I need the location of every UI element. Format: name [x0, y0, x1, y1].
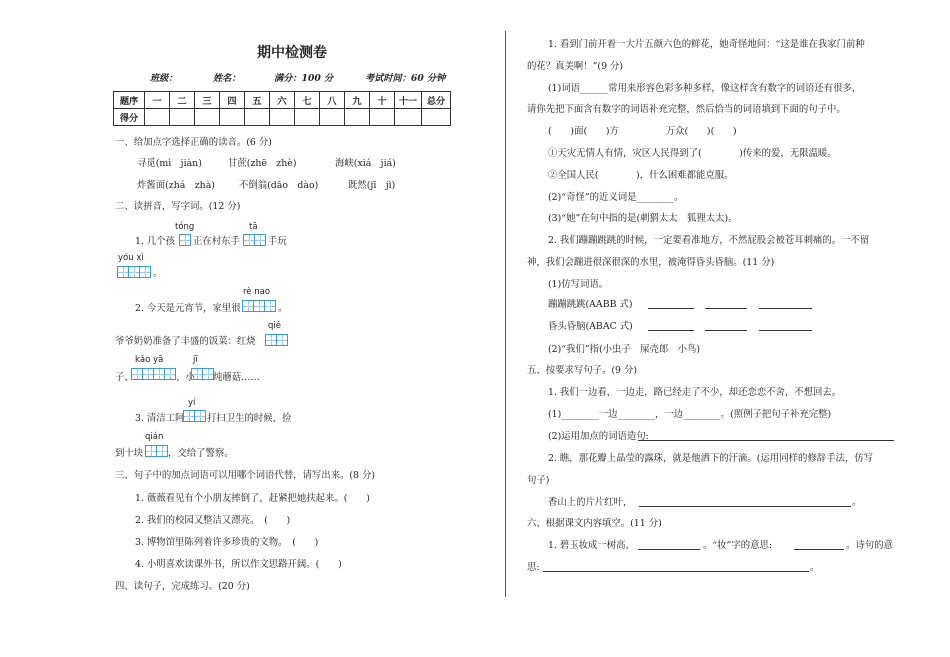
answer-line[interactable]	[638, 440, 894, 441]
q6-question: 1. 碧玉妆成一树高，	[548, 540, 635, 551]
score-header: 八	[320, 92, 345, 109]
q1-item: 寻觅(mì jiàn)	[137, 158, 202, 169]
q4-question: (2)“奇怪”的近义词是________。	[548, 192, 684, 203]
answer-line[interactable]	[705, 330, 747, 331]
q1-item: 炸酱面(zhá zhà)	[137, 180, 215, 191]
q5-question: (2)运用加点的词语造句:	[548, 431, 649, 442]
q2-text: 、小	[176, 372, 195, 383]
score-cell	[295, 109, 320, 126]
q2-text: 打扫卫生的时候，捡	[207, 413, 292, 424]
q4-title: 四、读句子，完成练习。(20 分)	[115, 581, 250, 592]
q4-question: 请你先把下面含有数字的词语补充完整，然后恰当的词语填到下面的句子中。	[527, 104, 846, 115]
full-score: 满分：100 分	[274, 73, 334, 84]
score-header: 六	[270, 92, 295, 109]
q6-title: 六、根据课文内容填空。(11 分)	[527, 518, 662, 529]
q4-abac-label: 昏头昏脑(ABAC 式)	[548, 321, 633, 332]
q2-text: ，交给了警察。	[168, 448, 234, 459]
q3-item: 2. 我们的校园又整洁又漂亮。 ( )	[135, 515, 291, 526]
q5-title: 五、按要求写句子。(9 分)	[527, 365, 638, 376]
q4-question: (1)仿写词语。	[548, 279, 609, 290]
score-cell	[145, 109, 170, 126]
q5-passage: 1. 我们一边看，一边走，路已经走了不少，却还恋恋不舍，不想回去。	[548, 387, 842, 398]
score-header: 九	[345, 92, 370, 109]
score-header: 十一	[395, 92, 422, 109]
q2-text: 手玩	[268, 236, 287, 247]
q4-question: (1)词语______常用来形容色彩多种多样，像这样含有数字的词语还有很多，	[548, 83, 862, 94]
write-box[interactable]	[156, 445, 168, 457]
q5-passage: 句子)	[527, 475, 550, 486]
pinyin: tā	[249, 222, 258, 232]
score-header: 七	[295, 92, 320, 109]
q2-text: 子、	[115, 372, 134, 383]
write-box[interactable]	[194, 410, 206, 422]
q4-passage: 神，我们会蹦进很深很深的水里，被淹得昏头昏脑。(11 分)	[527, 257, 775, 268]
write-box[interactable]	[139, 266, 151, 278]
write-box[interactable]	[254, 234, 266, 246]
score-header: 三	[195, 92, 220, 109]
answer-line[interactable]	[543, 571, 809, 572]
write-box[interactable]	[276, 334, 288, 346]
score-row-label: 得分	[114, 109, 145, 126]
q2-text: 。	[278, 303, 288, 314]
score-header: 四	[220, 92, 245, 109]
q3-item: 4. 小明喜欢读课外书，所以作文思路开阔。( )	[135, 559, 342, 570]
score-cell	[195, 109, 220, 126]
pinyin: qián	[145, 432, 164, 442]
score-header: 一	[145, 92, 170, 109]
name-label: 姓名：	[213, 73, 241, 84]
q4-question: (2)“我们”指(小虫子 屎壳郎 小鸟)	[548, 344, 701, 355]
score-header: 五	[245, 92, 270, 109]
q5-question-end: 。	[852, 497, 862, 508]
q2-text: 3. 清洁工阿	[135, 413, 185, 424]
score-cell	[370, 109, 395, 126]
pinyin: jī	[193, 355, 198, 365]
score-header: 总分	[422, 92, 451, 109]
answer-line[interactable]	[648, 308, 694, 309]
pinyin: qié	[268, 321, 281, 331]
q6-question-end: 。	[810, 562, 820, 573]
score-header: 二	[170, 92, 195, 109]
q5-question: (1)________一边________，一边________。(照例子把句子补充完整)	[548, 409, 832, 420]
q4-passage: 的花？真美啊！”(9 分)	[527, 61, 624, 72]
q4-passage: 1. 看到门前开着一大片五颜六色的鲜花，她奇怪地问：“这是谁在我家门前种	[548, 39, 865, 50]
class-label: 班级：	[150, 73, 178, 84]
score-header: 十	[370, 92, 395, 109]
q2-text: 炖蘑菇……	[213, 372, 260, 383]
page-title: 期中检测卷	[257, 45, 327, 61]
q5-question: 香山上的片片红叶，	[548, 497, 633, 508]
q1-item: 海峡(xiá jiá)	[335, 158, 396, 169]
answer-line[interactable]	[639, 506, 851, 507]
q4-idioms: ( )面( )方 万众( )( )	[548, 126, 737, 137]
q6-question: 。“妆”字的意思:	[703, 540, 772, 551]
write-box[interactable]	[179, 234, 191, 246]
score-cell	[170, 109, 195, 126]
pinyin: yí	[188, 398, 196, 408]
q2-title: 二、读拼音，写字词。(12 分)	[115, 201, 241, 212]
pinyin: yóu xì	[118, 253, 144, 263]
q4-sentence: ②全国人民( )，什么困难都能克服。	[548, 170, 734, 181]
q2-text: 。	[153, 268, 163, 279]
score-header: 题序	[114, 92, 145, 109]
q4-question: (3)“她”在句中指的是(刺猬太太 狐狸太太)。	[548, 213, 738, 224]
score-cell	[395, 109, 422, 126]
q3-title: 三、句子中的加点词语可以用哪个词语代替，请写出来。(8 分)	[115, 470, 376, 481]
q2-text: 1. 几个孩	[135, 236, 176, 247]
pinyin: kǎo yā	[135, 355, 164, 365]
q2-text: 2. 今天是元宵节，家里很	[135, 303, 241, 314]
score-cell	[422, 109, 451, 126]
answer-line[interactable]	[759, 330, 812, 331]
q5-passage: 2. 瞧，那花瓣上晶莹的露珠，就是他洒下的汗滴。(运用同样的修辞手法，仿写	[548, 453, 873, 464]
q2-text: 到十块	[115, 448, 144, 459]
q4-sentence: ①天灾无情人有情，灾区人民得到了( )传来的爱，无限温暖。	[548, 148, 837, 159]
q1-item: 不倒翁(dāo dào)	[239, 180, 319, 191]
score-cell	[220, 109, 245, 126]
q6-question: 。诗句的意	[846, 540, 893, 551]
answer-line[interactable]	[705, 308, 747, 309]
q4-passage: 2. 我们蹦蹦跳跳的时候，一定要看准地方，不然屁股会被苍耳刺痛的。一不留	[548, 235, 870, 246]
q3-item: 3. 博物馆里陈列着许多珍贵的文物。 ( )	[135, 537, 319, 548]
q1-item: 甘蔗(zhē zhè)	[228, 158, 297, 169]
q2-text: 正在村东手	[193, 236, 240, 247]
write-box[interactable]	[164, 368, 176, 380]
q3-item: 1. 薇薇看见有个小朋友摔倒了，赶紧把她扶起来。( )	[135, 493, 370, 504]
pinyin: tóng	[175, 222, 195, 232]
q4-aabb-label: 蹦蹦跳跳(AABB 式)	[548, 299, 633, 310]
column-divider	[505, 31, 506, 597]
write-box[interactable]	[264, 300, 276, 312]
score-cell	[245, 109, 270, 126]
answer-line[interactable]	[638, 549, 700, 550]
q1-title: 一、给加点字选择正确的读音。(6 分)	[115, 137, 272, 148]
pinyin: rè nao	[243, 287, 271, 297]
score-table	[113, 91, 451, 126]
q1-item: 既然(jī jì)	[348, 180, 396, 191]
score-cell	[345, 109, 370, 126]
exam-time: 考试时间：60 分钟	[365, 73, 446, 84]
q2-text: 爷爷奶奶准备了丰盛的饭菜：红烧	[115, 336, 256, 347]
answer-line[interactable]	[794, 549, 844, 550]
score-cell	[270, 109, 295, 126]
score-cell	[320, 109, 345, 126]
answer-line[interactable]	[648, 330, 694, 331]
answer-line[interactable]	[759, 308, 812, 309]
q6-question: 思:	[527, 562, 540, 573]
